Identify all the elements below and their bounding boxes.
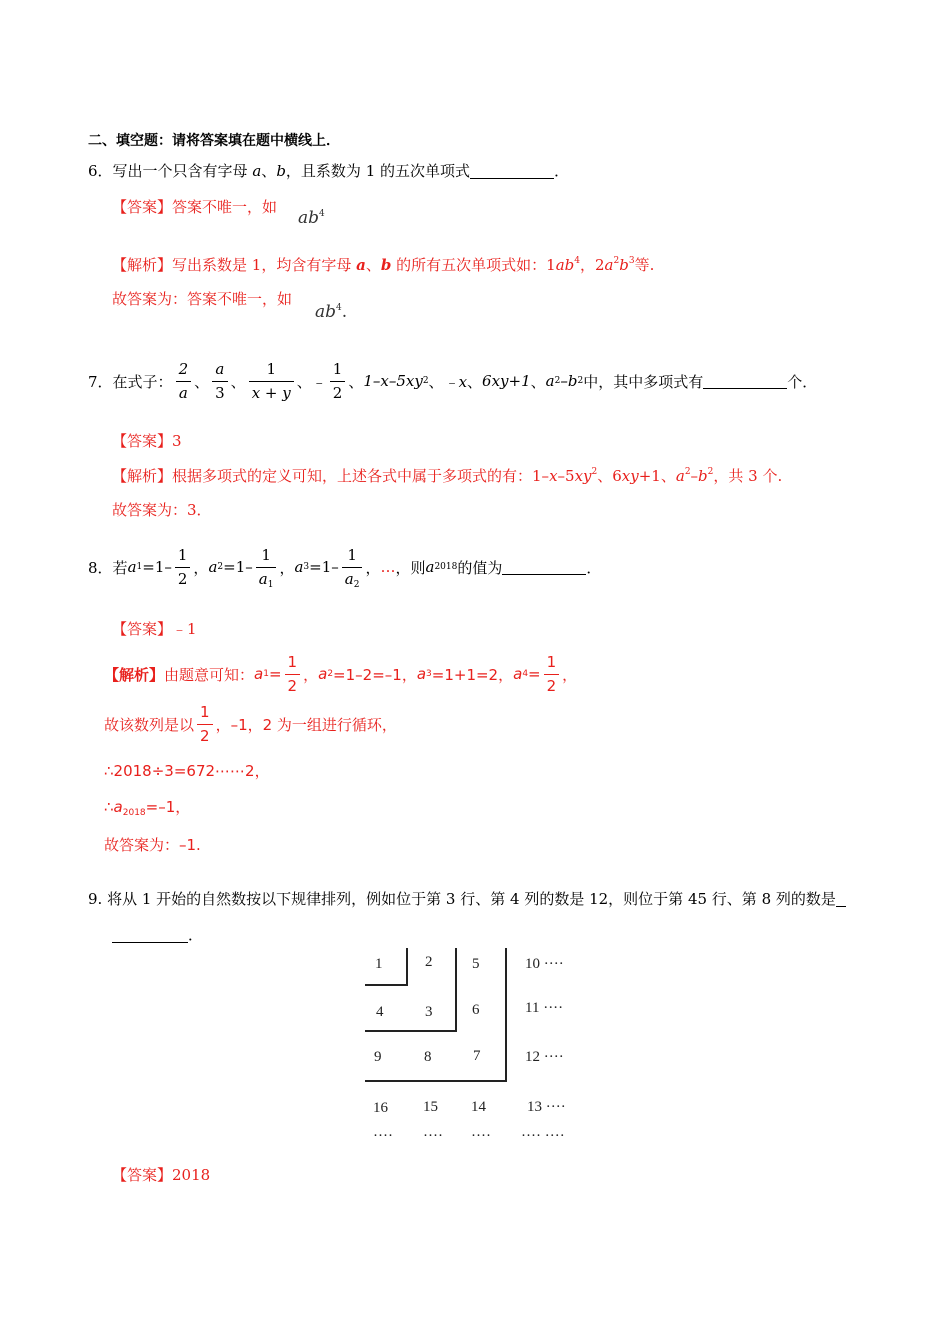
- q8-analysis-line2: 故该数列是以 $\frac{1}{2}$ ，–1，2 为一组进行循环，: [104, 702, 397, 745]
- q6-answer-expr: $ab^4$: [298, 208, 325, 228]
- fraction: $\frac{a}{3}$: [212, 362, 228, 401]
- question-6: 6．写出一个只含有字母 a、b，且系数为 1 的五次单项式 ．: [88, 162, 570, 180]
- q8-analysis-line4: $\therefore a_{2018}=-1$，: [104, 798, 191, 818]
- question-text: 写出一个只含有字母: [112, 162, 248, 180]
- answer-blank[interactable]: [703, 374, 787, 389]
- fraction: $\frac{1}{2}$: [330, 362, 346, 401]
- question-9-blank: ．: [112, 924, 203, 945]
- q7-conclusion: 故答案为：3．: [112, 501, 212, 519]
- answer-blank[interactable]: [470, 164, 554, 179]
- answer-blank[interactable]: [112, 928, 188, 943]
- q7-analysis: 【解析】根据多项式的定义可知，上述各式中属于多项式的有：$1-x-5xy^2$、6xy+1、$a^2-b^2$，共 3 个.: [112, 467, 783, 485]
- q7-answer: 【答案】3: [112, 432, 182, 450]
- q6-conclusion-expr: $ab^4$.: [315, 302, 348, 322]
- q8-answer: 【答案】﹣1: [112, 620, 197, 638]
- q8-analysis-line3: ∴2018÷3=672⋯⋯2，: [104, 762, 270, 780]
- q8-analysis: 【解析】 由题意可知： a 1 = $\frac{1}{2}$ ， a 2 =1–2=–1， a 3 =1+1=2， a 4 = $\frac{1}{2}$ ，: [104, 652, 578, 695]
- question-8: 8． 若 a 1 =1– $\frac{1}{2}$ ， a 2 =1– $\frac{1}{a_1}$ ， a 3 =1– $\frac{1}{a_2}$ ， … ，则 a 2018 的值为 ．: [88, 545, 602, 590]
- q6-conclusion: 故答案为：答案不唯一，如: [112, 290, 293, 308]
- answer-blank[interactable]: [502, 560, 586, 575]
- q9-answer: 【答案】2018: [112, 1166, 211, 1184]
- question-9: 9. 将从 1 开始的自然数按以下规律排列，例如位于第 3 行、第 4 列的数是 12，则位于第 45 行、第 8 列的数是: [88, 888, 846, 909]
- q6-answer: 【答案】答案不唯一，如: [112, 198, 278, 216]
- number-spiral-grid: 1 2 5 10 ···· 4 3 6 11 ···· 9 8 7 12 ···· 16 15 14 13 ···· ···· ···· ···· ···· ····: [365, 948, 583, 1152]
- q6-analysis: 【解析】写出系数是 1，均含有字母 a、b 的所有五次单项式如：$1ab^4$，$2a^2b^3$等.: [112, 256, 655, 274]
- fraction: $\frac{1}{x + y}$: [249, 362, 294, 401]
- fraction: $\frac{2}{a}$: [176, 362, 192, 401]
- question-number: 6．: [88, 162, 113, 180]
- question-7: 7． 在式子： $\frac{2}{a}$ 、 $\frac{a}{3}$ 、 $\frac{1}{x + y}$ 、 ﹣ $\frac{1}{2}$ 、 1–x–5xy 2 、 ﹣x 、 6xy+1 、 a 2 –b 2 中，其中多项式有 个．: [88, 359, 818, 402]
- section-title: 二、填空题：请将答案填在题中横线上．: [88, 133, 340, 149]
- q8-conclusion: 故答案为：–1.: [104, 836, 201, 854]
